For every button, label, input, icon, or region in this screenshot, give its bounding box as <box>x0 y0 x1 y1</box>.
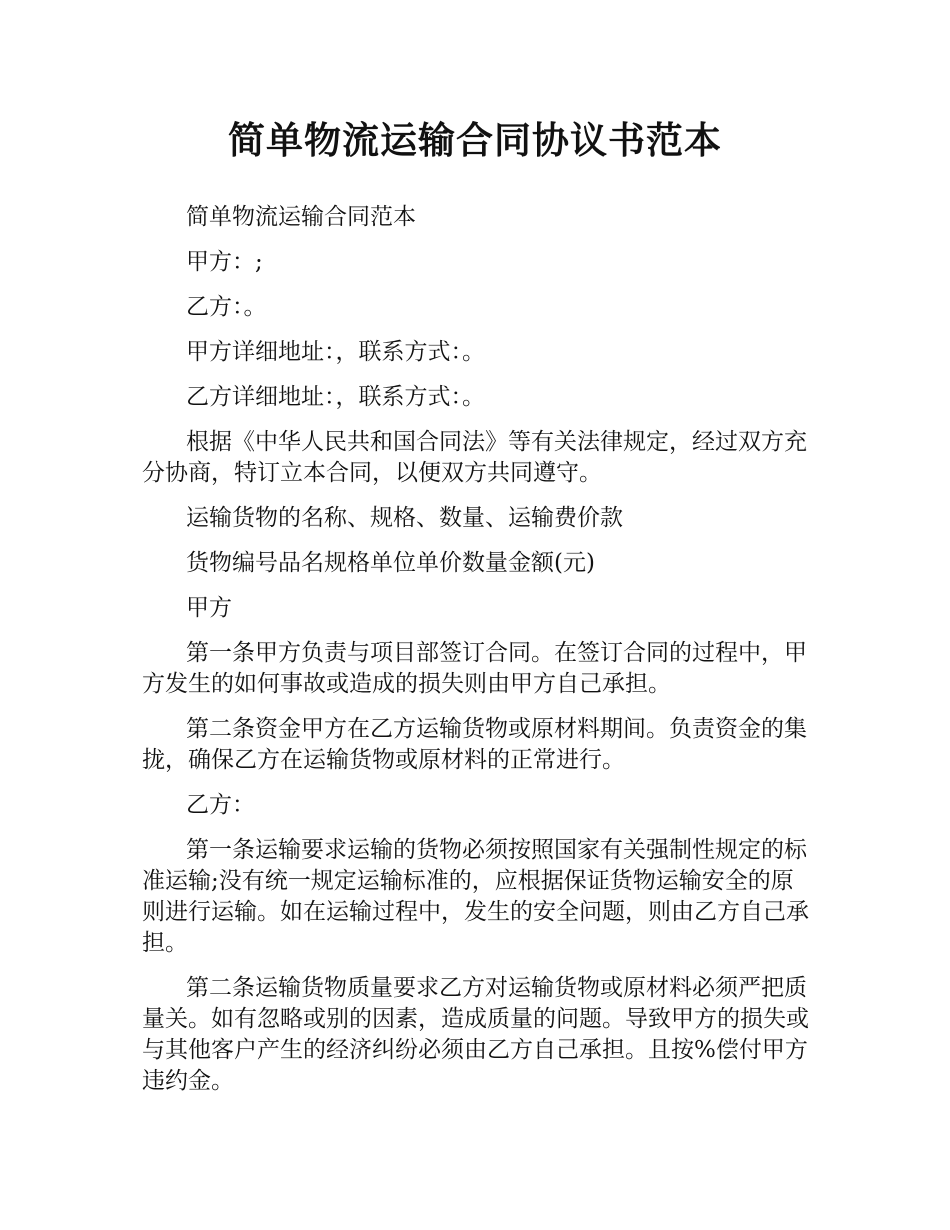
paragraph-party-b-clause-1: 第一条运输要求运输的货物必须按照国家有关强制性规定的标准运输;没有统一规定运输标准的，应根据保证货物运输安全的原则进行运输。如在运输过程中，发生的安全问题，则由乙方自己承担。 <box>142 837 809 956</box>
paragraph-party-b: 乙方：。 <box>186 294 267 320</box>
paragraph-goods-columns: 货物编号品名规格单位单价数量金额(元) <box>186 550 595 576</box>
paragraph-party-a-clause-1: 第一条甲方负责与项目部签订合同。在签订合同的过程中，甲方发生的如何事故或造成的损失则由甲方自己承担。 <box>142 640 807 697</box>
paragraph-party-b-address: 乙方详细地址：，联系方式：。 <box>186 384 485 410</box>
paragraph-subtitle: 简单物流运输合同范本 <box>186 204 416 230</box>
paragraph-party-a-address: 甲方详细地址：，联系方式：。 <box>186 339 485 365</box>
paragraph-party-a-clause-2: 第二条资金甲方在乙方运输货物或原材料期间。负责资金的集拢，确保乙方在运输货物或原材料的正常进行。 <box>142 716 807 773</box>
paragraph-legal-basis: 根据《中华人民共和国合同法》等有关法律规定，经过双方充分协商，特订立本合同，以便双方共同遵守。 <box>142 429 807 486</box>
paragraph-party-a-heading: 甲方 <box>186 595 232 621</box>
paragraph-party-b-heading: 乙方： <box>186 792 255 818</box>
paragraph-party-a: 甲方：; <box>186 249 263 275</box>
paragraph-party-b-clause-2: 第二条运输货物质量要求乙方对运输货物或原材料必须严把质量关。如有忽略或别的因素，造成质量的问题。导致甲方的损失或与其他客户产生的经济纠纷必须由乙方自己承担。且按%偿付甲方违约金。 <box>142 975 809 1094</box>
document-body <box>142 202 812 1111</box>
paragraph-goods-heading: 运输货物的名称、规格、数量、运输费价款 <box>186 505 623 531</box>
document-title: 简单物流运输合同协议书范本 <box>228 119 722 162</box>
